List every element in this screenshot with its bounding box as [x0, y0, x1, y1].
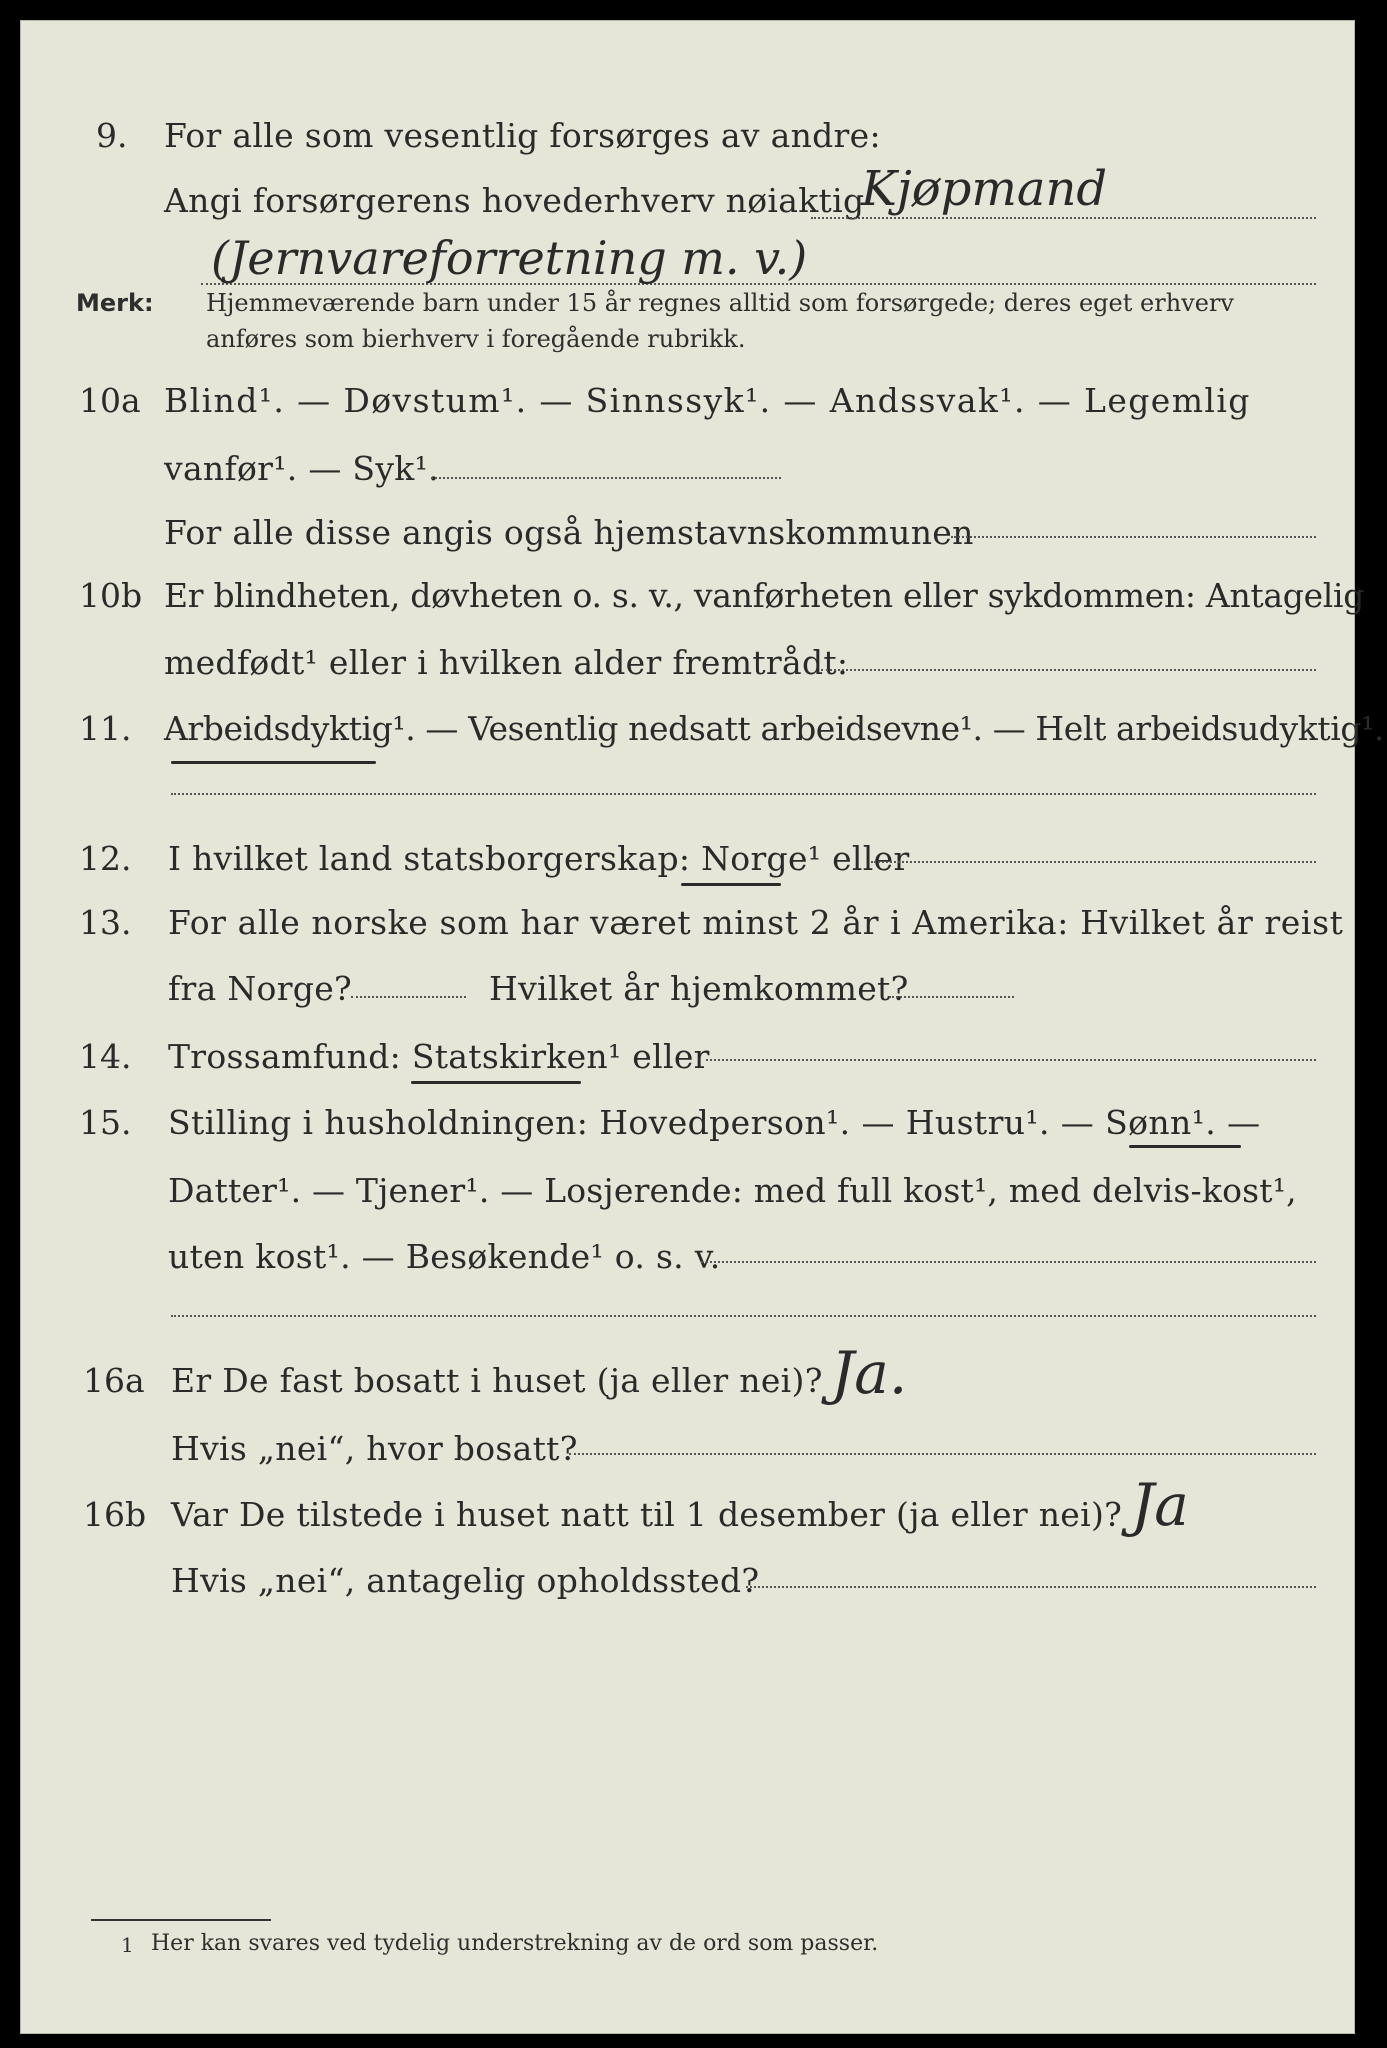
- q14-line1: Trossamfund: Statskirken¹ eller: [168, 1037, 710, 1076]
- q16a-residence-line: [569, 1453, 1316, 1455]
- q10b-number: 10b: [79, 576, 143, 615]
- footnote-text: Her kan svares ved tydelig understrekning av de ord som passer.: [151, 1931, 879, 1956]
- q14-underline-statskirken: [411, 1081, 581, 1084]
- q13-departure-year-line: [351, 996, 466, 998]
- q16b-whereabouts-line: [746, 1586, 1316, 1588]
- q9-answer-line1: [811, 217, 1316, 219]
- q10a-answer-line: [431, 477, 781, 479]
- census-form-page: [20, 20, 1385, 2034]
- q10a-line2: vanfør¹. — Syk¹.: [164, 449, 439, 488]
- q13-line2b: Hvilket år hjemkommet?: [489, 969, 909, 1008]
- q12-number: 12.: [79, 839, 132, 878]
- merk-label: Merk:: [76, 289, 154, 317]
- q13-line1: For alle norske som har været minst 2 år i Amerika: Hvilket år reist: [168, 903, 1344, 942]
- q11-line1: Arbeidsdyktig¹. — Vesentlig nedsatt arbeidsevne¹. — Helt arbeidsudyktig¹.: [164, 709, 1385, 748]
- q10b-answer-line: [821, 669, 1316, 671]
- footnote-rule: [91, 1919, 271, 1921]
- q15-line1: Stilling i husholdningen: Hovedperson¹. — Hustru¹. — Sønn¹. —: [168, 1103, 1261, 1142]
- q13-line2a: fra Norge?: [168, 969, 353, 1008]
- q16b-line1: Var De tilstede i huset natt til 1 desember (ja eller nei)?: [171, 1495, 1123, 1534]
- q10a-line1: Blind¹. — Døvstum¹. — Sinnssyk¹. — Andssvak¹. — Legemlig: [164, 381, 1251, 420]
- q11-number: 11.: [79, 709, 132, 748]
- q10b-line2: medfødt¹ eller i hvilken alder fremtrådt:: [164, 643, 849, 682]
- q14-number: 14.: [79, 1037, 132, 1076]
- q9-line1: For alle som vesentlig forsørges av andre:: [164, 116, 881, 155]
- q16b-line2: Hvis „nei“, antagelig opholdssted?: [171, 1561, 760, 1600]
- q13-return-year-line: [889, 996, 1014, 998]
- q11-answer-line: [171, 793, 1316, 795]
- q9-line2: Angi forsørgerens hovederhverv nøiaktig: [164, 181, 865, 220]
- q10a-number: 10a: [79, 381, 141, 420]
- q15-extra-line: [171, 1315, 1316, 1317]
- q10a-home-municipality-line: [951, 536, 1316, 538]
- q10b-line1: Er blindheten, døvheten o. s. v., vanførheten eller sykdommen: Antagelig: [164, 576, 1365, 615]
- q9-number: 9.: [96, 116, 128, 155]
- q10a-line3: For alle disse angis også hjemstavnskommunen: [164, 513, 974, 552]
- q16a-number: 16a: [83, 1361, 145, 1400]
- merk-line2: anføres som bierhverv i foregående rubrikk.: [206, 325, 746, 353]
- q15-number: 15.: [79, 1103, 132, 1142]
- q9-handwritten-answer1: Kjøpmand: [861, 161, 1108, 217]
- q11-underline-arbeidsdyktig: [171, 761, 376, 764]
- q16b-number: 16b: [83, 1495, 147, 1534]
- q16b-handwritten-answer: Ja: [1131, 1471, 1189, 1539]
- q16a-handwritten-answer: Ja.: [831, 1339, 908, 1407]
- footnote-marker: 1: [121, 1933, 134, 1957]
- q12-answer-line: [871, 861, 1316, 863]
- q15-underline-sonn: [1129, 1145, 1241, 1148]
- q12-line1: I hvilket land statsborgerskap: Norge¹ eller: [168, 839, 910, 878]
- merk-line1: Hjemmeværende barn under 15 år regnes alltid som forsørgede; deres eget erhverv: [206, 289, 1234, 317]
- q16a-line1: Er De fast bosatt i huset (ja eller nei)?: [171, 1361, 823, 1400]
- q12-underline-norge: [681, 883, 781, 886]
- q16a-line2: Hvis „nei“, hvor bosatt?: [171, 1429, 578, 1468]
- q14-answer-line: [706, 1059, 1316, 1061]
- q9-handwritten-answer2: (Jernvareforretning m. v.): [211, 231, 808, 285]
- q15-line3: uten kost¹. — Besøkende¹ o. s. v.: [168, 1237, 721, 1276]
- q13-number: 13.: [79, 903, 132, 942]
- q15-answer-line: [701, 1261, 1316, 1263]
- q15-line2: Datter¹. — Tjener¹. — Losjerende: med full kost¹, med delvis-kost¹,: [168, 1171, 1297, 1210]
